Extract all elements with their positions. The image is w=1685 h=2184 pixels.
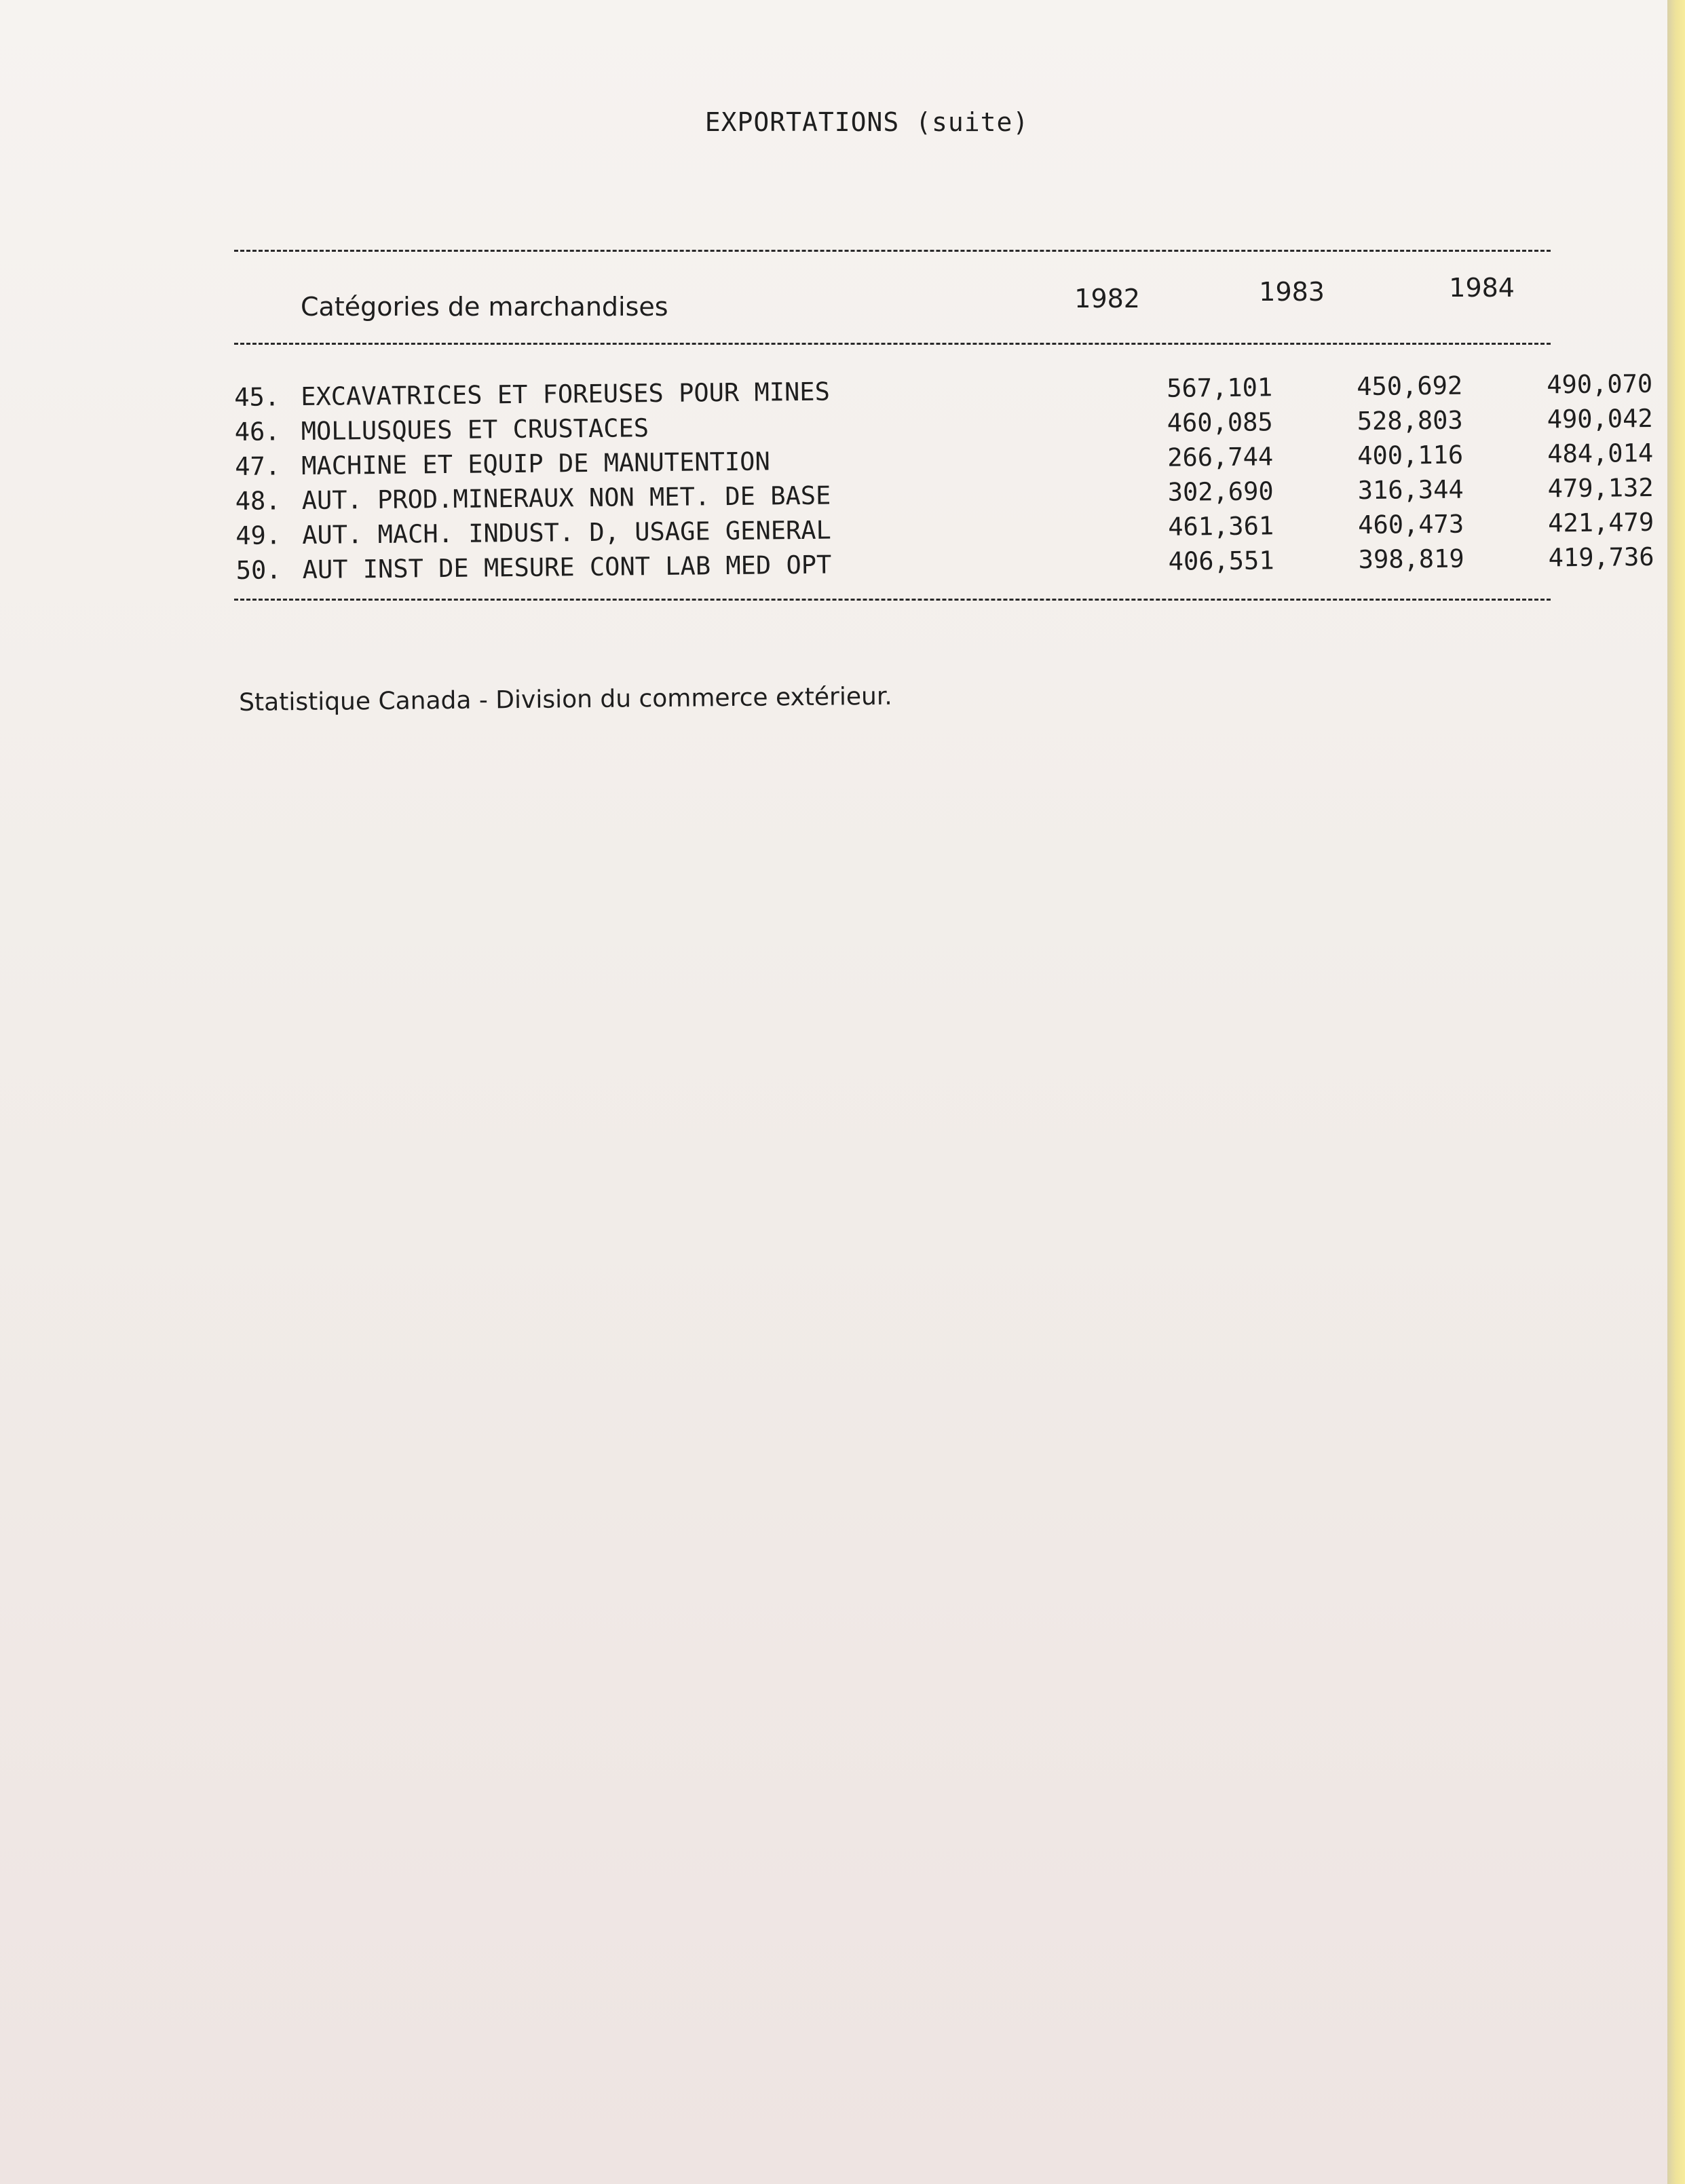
row-number: 48. <box>235 486 281 516</box>
value-1984: 421,479 <box>1547 507 1654 538</box>
source-note: Statistique Canada - Division du commerce extérieur. <box>239 682 892 717</box>
row-number: 46. <box>234 417 280 447</box>
value-1983: 316,344 <box>1357 474 1464 506</box>
year-header-1984: 1984 <box>1449 273 1515 303</box>
value-1984: 479,132 <box>1547 472 1654 504</box>
category-column-header: Catégories de marchandises <box>301 292 668 322</box>
header-bottom-rule <box>234 343 1551 345</box>
value-1984: 490,042 <box>1547 403 1653 434</box>
value-1982: 266,744 <box>1167 442 1274 472</box>
year-header-1982: 1982 <box>1074 284 1140 314</box>
row-number: 50. <box>235 555 282 585</box>
table-body <box>234 367 1654 588</box>
table-top-rule <box>234 250 1551 252</box>
row-label: MOLLUSQUES ET CRUSTACES <box>301 413 649 447</box>
value-1983: 450,692 <box>1357 371 1463 402</box>
value-1983: 460,473 <box>1357 509 1464 540</box>
value-1984: 419,736 <box>1548 542 1654 573</box>
row-label: AUT. PROD.MINERAUX NON MET. DE BASE <box>301 481 831 516</box>
value-1983: 528,803 <box>1357 405 1463 436</box>
row-label: MACHINE ET EQUIP DE MANUTENTION <box>301 447 770 481</box>
row-label: AUT. MACH. INDUST. D, USAGE GENERAL <box>301 515 832 550</box>
row-label: AUT INST DE MESURE CONT LAB MED OPT <box>302 550 832 585</box>
value-1983: 398,819 <box>1358 544 1464 575</box>
year-header-1983: 1983 <box>1259 277 1325 307</box>
value-1982: 406,551 <box>1168 546 1274 576</box>
value-1983: 400,116 <box>1357 440 1464 471</box>
row-number: 49. <box>235 521 282 550</box>
table-bottom-rule <box>234 599 1551 601</box>
row-number: 47. <box>235 451 281 481</box>
value-1982: 302,690 <box>1167 476 1274 507</box>
value-1984: 490,070 <box>1547 369 1653 400</box>
page-title: EXPORTATIONS (suite) <box>704 107 1029 137</box>
row-label: EXCAVATRICES ET FOREUSES POUR MINES <box>301 377 831 412</box>
row-number: 45. <box>234 382 280 412</box>
value-1982: 567,101 <box>1167 373 1273 403</box>
value-1984: 484,014 <box>1547 438 1654 469</box>
page-edge <box>1667 0 1685 2184</box>
value-1982: 461,361 <box>1167 511 1274 542</box>
value-1982: 460,085 <box>1167 407 1273 438</box>
